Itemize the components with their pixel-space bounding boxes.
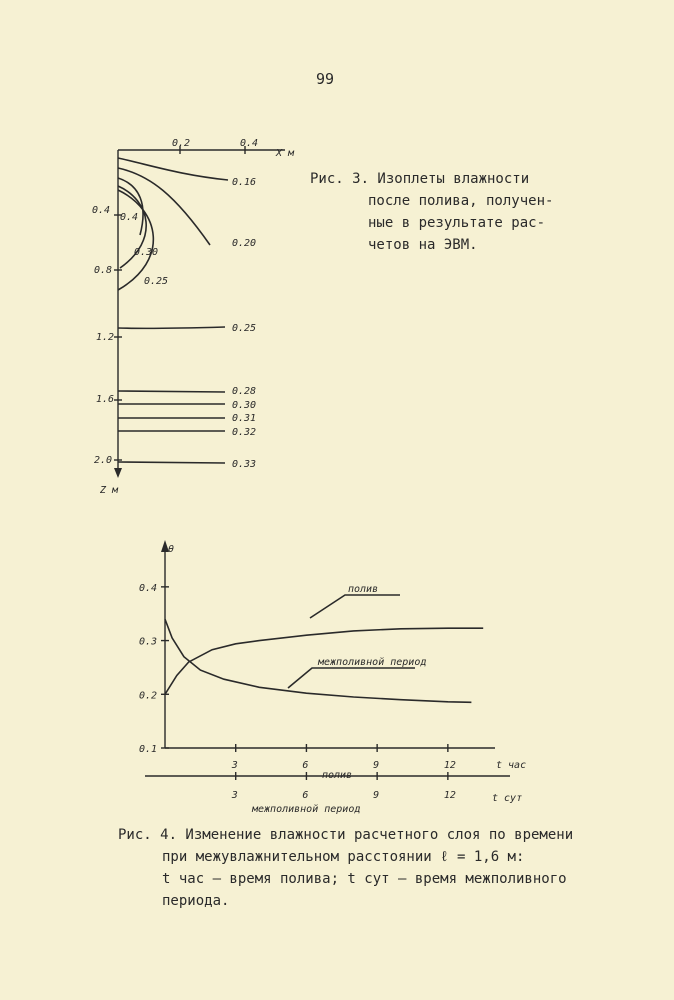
x-axis-label: X м xyxy=(276,148,295,159)
x-tick-label-secondary: 3 xyxy=(231,790,238,801)
y-tick-label: 0.2 xyxy=(139,690,158,702)
x-tick-0.2: 0.2 xyxy=(172,138,191,149)
contour-label: 0.31 xyxy=(232,413,257,424)
y-tick-label: 0.4 xyxy=(139,582,158,594)
z-tick-2.0: 2.0 xyxy=(94,455,113,466)
contour-label: 0.33 xyxy=(232,459,257,470)
caption-line: Рис. 3. Изоплеты влажности xyxy=(310,171,530,187)
z-tick-1.6: 1.6 xyxy=(96,394,115,405)
x-axis-label-secondary: t сут xyxy=(492,793,523,804)
y-axis-label: θ xyxy=(168,544,175,555)
z-tick-0.4: 0.4 xyxy=(92,205,111,216)
x-tick-0.4: 0.4 xyxy=(240,138,259,149)
x-axis-label: t час xyxy=(496,760,527,771)
label-pointer-mezhpolivnoy xyxy=(288,668,415,688)
x-tick-label-secondary: 6 xyxy=(302,790,309,801)
caption-line: периода. xyxy=(162,893,230,909)
contour-label: 0.20 xyxy=(232,238,257,249)
caption-line: Рис. 4. Изменение влажности расчетного слоя по времени xyxy=(118,827,574,843)
caption-line: при межувлажнительном расстоянии ℓ = 1,6 м: xyxy=(162,849,525,865)
y-tick-label: 0.3 xyxy=(139,636,158,648)
contour-label: 0.30 xyxy=(134,247,159,258)
z-axis-label: Z м xyxy=(100,485,119,496)
contour-label: 0.25 xyxy=(232,323,257,334)
z-tick-0.8: 0.8 xyxy=(94,265,113,276)
contour-label: 0.25 xyxy=(144,276,169,287)
contour-label: 0.32 xyxy=(232,427,257,438)
caption-line: ные в результате рас- xyxy=(368,215,546,231)
page-number: 99 xyxy=(315,70,335,88)
x-tick-label-secondary: 12 xyxy=(443,790,456,801)
x-tick-label: 6 xyxy=(302,760,309,771)
x-tick-label: 12 xyxy=(443,760,456,771)
z-tick-1.2: 1.2 xyxy=(96,332,115,343)
caption-line: после полива, получен- xyxy=(368,193,554,209)
caption-line: четов на ЭВМ. xyxy=(368,237,478,253)
caption-line: t час – время полива; t сут – время межполивного xyxy=(162,871,567,887)
contour-label: 0.16 xyxy=(232,177,257,188)
figure-4-caption xyxy=(118,824,578,912)
contour-label: 0.28 xyxy=(232,386,257,397)
axis-note-primary: полив xyxy=(322,770,353,781)
y-tick-label: 0.1 xyxy=(139,744,158,755)
series-label-mezhpolivnoy: межполивной период xyxy=(318,657,427,668)
x-tick-label-secondary: 9 xyxy=(373,790,380,801)
series-label-poliv: полив xyxy=(348,584,379,595)
contour-label: 0.30 xyxy=(232,400,257,411)
contour-label: 0.4 xyxy=(120,212,139,223)
x-tick-label: 9 xyxy=(373,760,380,771)
axis-note-secondary: межполивной период xyxy=(252,804,361,815)
label-pointer-poliv xyxy=(310,595,400,618)
x-tick-label: 3 xyxy=(231,760,238,771)
